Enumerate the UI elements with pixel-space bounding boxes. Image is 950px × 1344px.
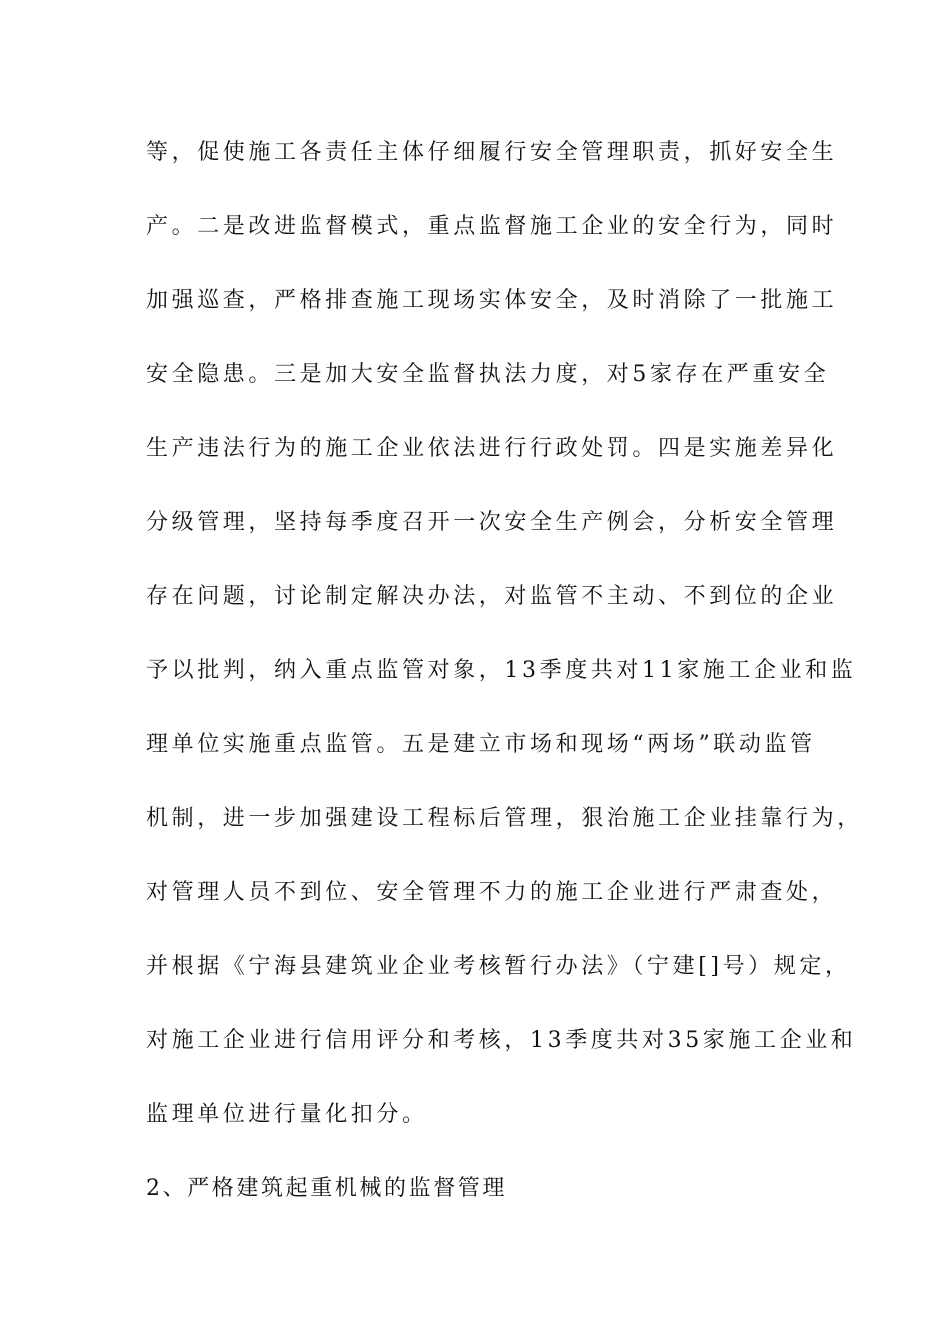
paragraph-line-7: 存在问题，讨论制定解决办法，对监管不主动、不到位的企业 <box>146 584 838 609</box>
paragraph-line-13: 对施工企业进行信用评分和考核，13季度共对35家施工企业和 <box>146 1028 857 1053</box>
paragraph-line-10: 机制，进一步加强建设工程标后管理，狠治施工企业挂靠行为， <box>146 806 863 831</box>
paragraph-line-11: 对管理人员不到位、安全管理不力的施工企业进行严肃查处， <box>146 880 838 905</box>
paragraph-line-2: 产。二是改进监督模式，重点监督施工企业的安全行为，同时 <box>146 214 838 239</box>
paragraph-line-5: 生产违法行为的施工企业依法进行行政处罚。四是实施差异化 <box>146 436 838 461</box>
paragraph-line-8: 予以批判，纳入重点监管对象，13季度共对11家施工企业和监 <box>146 658 857 683</box>
paragraph-line-9: 理单位实施重点监管。五是建立市场和现场“两场”联动监管 <box>146 732 816 757</box>
section-heading: 2、严格建筑起重机械的监督管理 <box>146 1176 507 1201</box>
paragraph-line-14: 监理单位进行量化扣分。 <box>146 1102 428 1127</box>
paragraph-line-4: 安全隐患。三是加大安全监督执法力度，对5家存在严重安全 <box>146 362 830 387</box>
paragraph-line-6: 分级管理，坚持每季度召开一次安全生产例会，分析安全管理 <box>146 510 838 535</box>
paragraph-line-1: 等，促使施工各责任主体仔细履行安全管理职责，抓好安全生 <box>146 140 838 165</box>
paragraph-line-3: 加强巡查，严格排查施工现场实体安全，及时消除了一批施工 <box>146 288 838 313</box>
paragraph-line-12: 并根据《宁海县建筑业企业考核暂行办法》（宁建[]号）规定， <box>146 954 851 979</box>
